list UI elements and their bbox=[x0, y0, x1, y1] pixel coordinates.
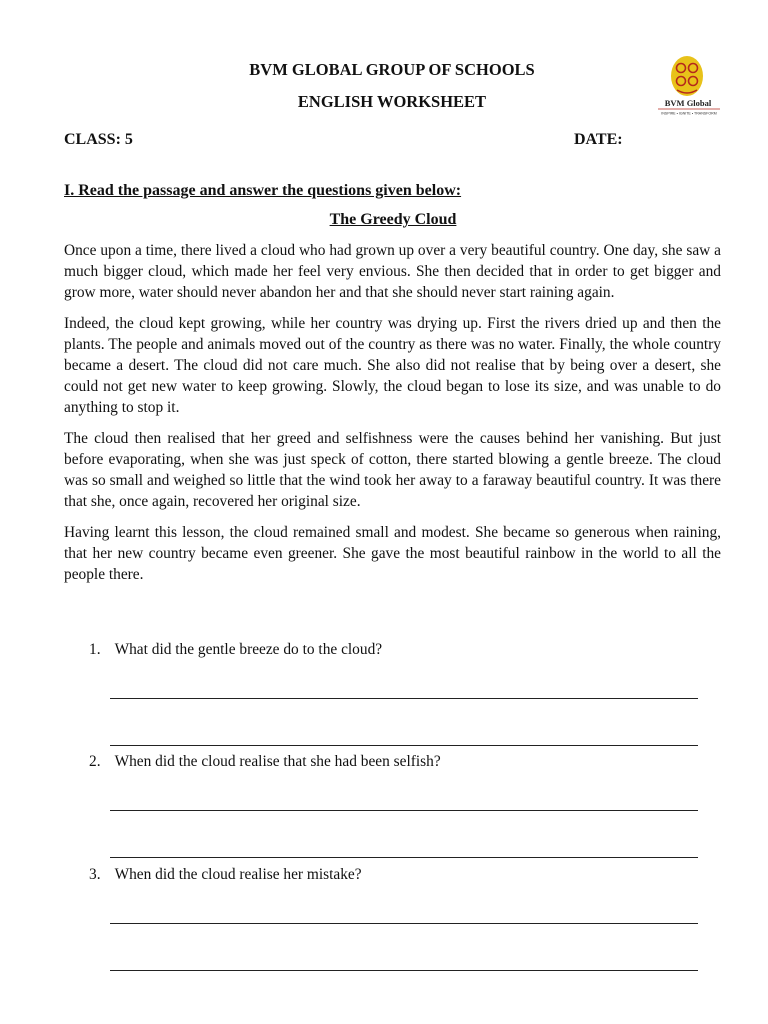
question-1 bbox=[89, 641, 382, 659]
logo-name: BVM Global bbox=[664, 98, 712, 108]
passage-paragraph: Once upon a time, there lived a cloud who had grown up over a very beautiful country. One day, she saw a much bigger cloud, which made her feel very envious. She then decided that in order to get bigger and grow more, water should never abandon her and that she should never start raining again. bbox=[64, 242, 721, 301]
question-number: 2. bbox=[89, 753, 101, 770]
passage-paragraph: Indeed, the cloud kept growing, while her country was drying up. First the rivers dried up and then the plants. The people and animals moved out of the country as there was no water. Finally, the whole country became a desert. The cloud did not care much. She also did not realise that by being over a desert, she could not get new water to keep growing. Slowly, the cloud began to lose its size, and was unable to do anything to stop it. bbox=[64, 315, 721, 416]
logo-emblem-icon bbox=[650, 52, 728, 116]
question-text: What did the gentle breeze do to the cloud? bbox=[114, 641, 383, 658]
question-text: When did the cloud realise her mistake? bbox=[114, 866, 362, 883]
question-3 bbox=[89, 866, 362, 884]
passage-paragraph: The cloud then realised that her greed and selfishness were the causes behind her vanishing. But just before evaporating, when she was just speck of cotton, there started blowing a gentle breeze. The cloud was so small and weighed so little that the wind took her away to a faraway beautiful country. It was there that she, once again, recovered her original size. bbox=[64, 430, 721, 510]
logo-tagline: INSPIRE • IGNITE • TRANSFORM bbox=[661, 111, 717, 116]
answer-line[interactable] bbox=[110, 745, 698, 746]
answer-line[interactable] bbox=[110, 970, 698, 971]
answer-line[interactable] bbox=[110, 810, 698, 811]
passage-paragraph: Having learnt this lesson, the cloud remained small and modest. She became so generous when raining, that her new country became even greener. She gave the most beautiful rainbow in the world to all the people there. bbox=[64, 524, 721, 583]
passage bbox=[64, 240, 721, 595]
answer-line[interactable] bbox=[110, 698, 698, 699]
date-label: DATE: bbox=[574, 131, 623, 148]
school-logo bbox=[650, 52, 728, 116]
worksheet-title: ENGLISH WORKSHEET bbox=[297, 92, 487, 111]
school-name: BVM GLOBAL GROUP OF SCHOOLS bbox=[249, 60, 535, 79]
question-number: 1. bbox=[89, 641, 101, 658]
answer-line[interactable] bbox=[110, 857, 698, 858]
question-2 bbox=[89, 753, 441, 771]
story-title: The Greedy Cloud bbox=[329, 211, 457, 228]
answer-line[interactable] bbox=[110, 923, 698, 924]
class-label: CLASS: 5 bbox=[64, 131, 133, 148]
question-text: When did the cloud realise that she had been selfish? bbox=[114, 753, 441, 770]
section-instruction: I. Read the passage and answer the questions given below: bbox=[64, 182, 462, 199]
question-number: 3. bbox=[89, 866, 101, 883]
